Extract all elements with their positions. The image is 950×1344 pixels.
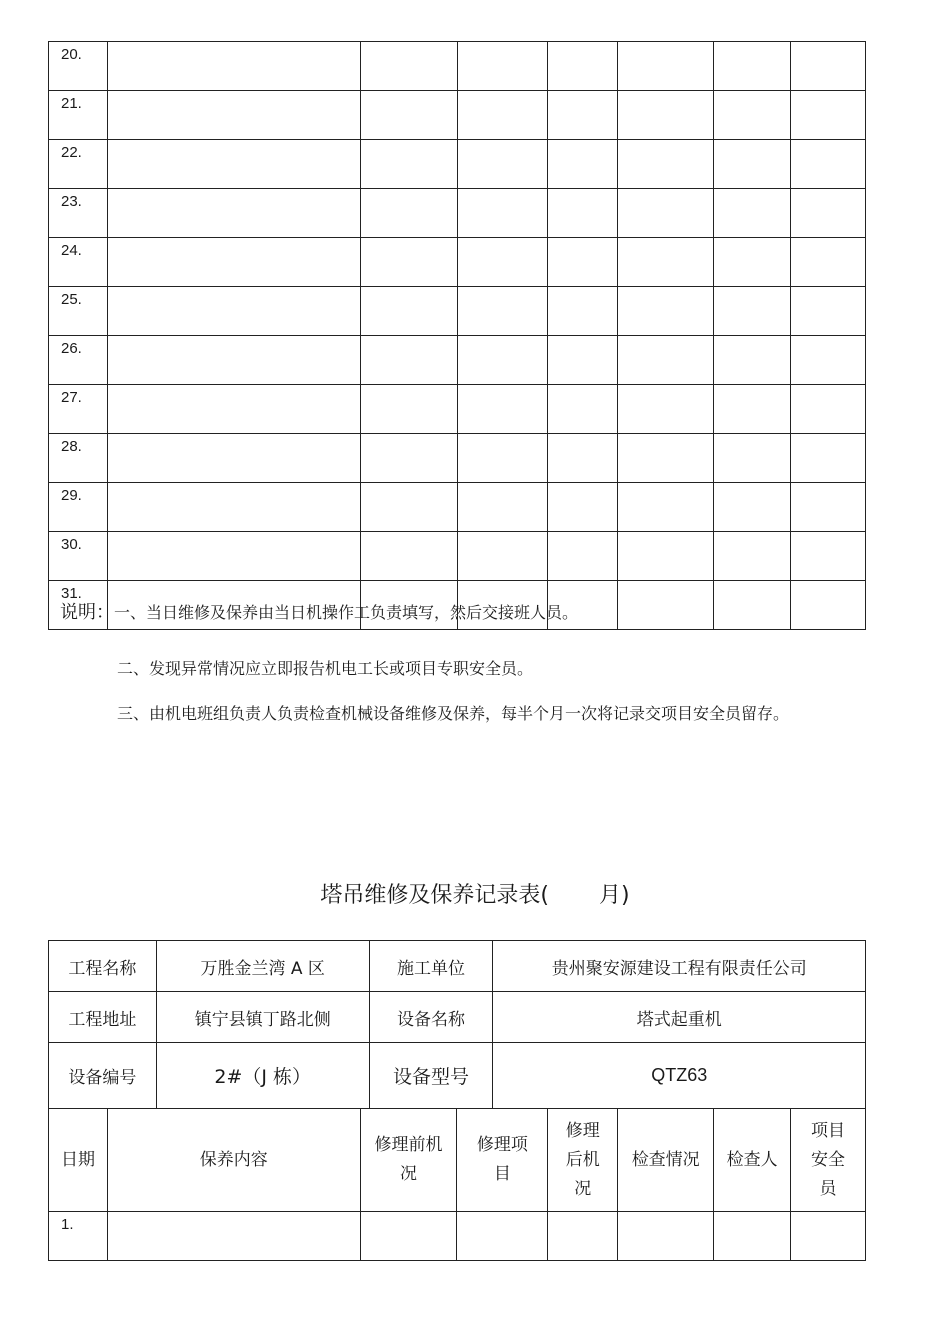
contractor-label: 施工单位 xyxy=(369,941,493,992)
row-entry-cell[interactable] xyxy=(791,287,866,336)
equipment-info-table xyxy=(48,940,866,1109)
table-row xyxy=(49,336,866,385)
row-entry-cell[interactable] xyxy=(714,483,791,532)
row-entry-cell[interactable] xyxy=(714,581,791,630)
row-entry-cell[interactable] xyxy=(107,42,360,91)
row-entry-cell[interactable] xyxy=(791,189,866,238)
row-entry-cell[interactable] xyxy=(360,336,457,385)
row-entry-cell[interactable] xyxy=(618,483,714,532)
equipment-name-value[interactable]: 塔式起重机 xyxy=(493,992,866,1043)
header-safety-officer xyxy=(791,1109,866,1212)
table-row xyxy=(49,532,866,581)
form-title-month: 月) xyxy=(599,883,630,908)
header-repair-item-l1: 修理项 xyxy=(476,1135,528,1155)
row-entry-cell[interactable] xyxy=(457,483,548,532)
row-entry-cell[interactable] xyxy=(457,532,548,581)
header-before-repair-l1: 修理前机 xyxy=(374,1135,443,1155)
row-entry-cell[interactable] xyxy=(107,434,360,483)
project-name-value[interactable]: 万胜金兰湾 A 区 xyxy=(156,941,369,992)
row-entry-cell[interactable] xyxy=(618,189,714,238)
row-entry-cell[interactable] xyxy=(107,140,360,189)
row-entry-cell[interactable] xyxy=(618,336,714,385)
row-entry-cell[interactable] xyxy=(791,434,866,483)
row-entry-cell[interactable] xyxy=(714,140,791,189)
project-address-label: 工程地址 xyxy=(49,992,157,1043)
row-entry-cell[interactable] xyxy=(791,1212,866,1261)
note-1-text: 一、当日维修及保养由当日机操作工负责填写，然后交接班人员。 xyxy=(114,603,579,622)
row-entry-cell[interactable] xyxy=(548,532,618,581)
header-date: 日期 xyxy=(49,1109,108,1212)
row-entry-cell[interactable] xyxy=(714,238,791,287)
row-entry-cell[interactable] xyxy=(457,189,548,238)
row-entry-cell[interactable] xyxy=(457,287,548,336)
equipment-no-value[interactable]: 2#（J 栋） xyxy=(156,1043,369,1109)
row-entry-cell[interactable] xyxy=(618,434,714,483)
header-before-repair xyxy=(360,1109,457,1212)
row-entry-cell[interactable] xyxy=(791,91,866,140)
table-row xyxy=(49,287,866,336)
row-entry-cell[interactable] xyxy=(548,189,618,238)
row-entry-cell[interactable] xyxy=(107,385,360,434)
row-date-cell: 22. xyxy=(49,140,108,189)
maintenance-log-table xyxy=(48,1109,866,1261)
row-entry-cell[interactable] xyxy=(107,287,360,336)
row-entry-cell[interactable] xyxy=(457,385,548,434)
table-row xyxy=(49,385,866,434)
equipment-no-label: 设备编号 xyxy=(49,1043,157,1109)
note-2: 二、发现异常情况应立即报告机电工长或项目专职安全员。 xyxy=(117,659,534,678)
row-entry-cell[interactable] xyxy=(457,1212,548,1261)
row-date-cell: 29. xyxy=(49,483,108,532)
contractor-value[interactable]: 贵州聚安源建设工程有限责任公司 xyxy=(493,941,866,992)
header-after-repair xyxy=(548,1109,618,1212)
maintenance-log-table-continued xyxy=(48,41,866,630)
row-date-cell: 27. xyxy=(49,385,108,434)
header-after-repair-l1: 修理 xyxy=(565,1120,600,1141)
row-entry-cell[interactable] xyxy=(714,532,791,581)
table-row xyxy=(49,42,866,91)
row-entry-cell[interactable] xyxy=(360,434,457,483)
row-entry-cell[interactable] xyxy=(548,287,618,336)
form-title xyxy=(0,878,950,909)
row-entry-cell[interactable] xyxy=(618,91,714,140)
table-row xyxy=(49,238,866,287)
row-date-cell: 26. xyxy=(49,336,108,385)
row-entry-cell[interactable] xyxy=(548,91,618,140)
row-entry-cell[interactable] xyxy=(791,42,866,91)
row-entry-cell[interactable] xyxy=(360,385,457,434)
header-inspector: 检查人 xyxy=(714,1109,791,1212)
row-entry-cell[interactable] xyxy=(618,385,714,434)
row-entry-cell[interactable] xyxy=(548,483,618,532)
row-entry-cell[interactable] xyxy=(618,581,714,630)
row-entry-cell[interactable] xyxy=(360,1212,457,1261)
row-entry-cell[interactable] xyxy=(548,42,618,91)
row-entry-cell[interactable] xyxy=(714,434,791,483)
row-date-cell: 1. xyxy=(49,1212,108,1261)
header-before-repair-l2: 况 xyxy=(400,1164,418,1184)
equipment-name-label: 设备名称 xyxy=(369,992,493,1043)
row-entry-cell[interactable] xyxy=(457,140,548,189)
row-entry-cell[interactable] xyxy=(714,385,791,434)
row-date-cell: 20. xyxy=(49,42,108,91)
row-entry-cell[interactable] xyxy=(714,287,791,336)
project-address-value[interactable]: 镇宁县镇丁路北侧 xyxy=(156,992,369,1043)
row-entry-cell[interactable] xyxy=(107,336,360,385)
header-inspection: 检查情况 xyxy=(618,1109,714,1212)
row-entry-cell[interactable] xyxy=(360,532,457,581)
note-1 xyxy=(60,598,578,624)
row-entry-cell[interactable] xyxy=(791,532,866,581)
row-date-cell: 30. xyxy=(49,532,108,581)
row-entry-cell[interactable] xyxy=(360,287,457,336)
row-entry-cell[interactable] xyxy=(107,1212,360,1261)
row-entry-cell[interactable] xyxy=(107,238,360,287)
note-3: 三、由机电班组负责人负责检查机械设备维修及保养，每半个月一次将记录交项目安全员留存。 xyxy=(117,704,790,723)
row-entry-cell[interactable] xyxy=(714,336,791,385)
header-after-repair-l3: 况 xyxy=(574,1178,592,1199)
row-date-cell: 28. xyxy=(49,434,108,483)
row-entry-cell[interactable] xyxy=(618,42,714,91)
equipment-model-label: 设备型号 xyxy=(369,1043,493,1109)
row-entry-cell[interactable] xyxy=(360,238,457,287)
form-title-main: 塔吊维修及保养记录表( xyxy=(320,883,549,908)
header-after-repair-l2: 后机 xyxy=(565,1149,600,1170)
row-entry-cell[interactable] xyxy=(791,140,866,189)
row-entry-cell[interactable] xyxy=(107,189,360,238)
row-entry-cell[interactable] xyxy=(457,91,548,140)
row-entry-cell[interactable] xyxy=(618,238,714,287)
row-entry-cell[interactable] xyxy=(791,483,866,532)
row-entry-cell[interactable] xyxy=(714,42,791,91)
row-entry-cell[interactable] xyxy=(714,1212,791,1261)
header-safety-officer-l2: 安全 xyxy=(811,1149,846,1170)
header-safety-officer-l3: 员 xyxy=(819,1178,837,1199)
row-entry-cell[interactable] xyxy=(457,238,548,287)
row-date-cell: 25. xyxy=(49,287,108,336)
row-entry-cell[interactable] xyxy=(618,532,714,581)
row-date-cell: 24. xyxy=(49,238,108,287)
table-row xyxy=(49,91,866,140)
row-entry-cell[interactable] xyxy=(548,1212,618,1261)
header-safety-officer-l1: 项目 xyxy=(811,1120,846,1141)
row-entry-cell[interactable] xyxy=(457,42,548,91)
row-entry-cell[interactable] xyxy=(791,238,866,287)
row-entry-cell[interactable] xyxy=(360,140,457,189)
row-entry-cell[interactable] xyxy=(618,1212,714,1261)
row-entry-cell[interactable] xyxy=(360,91,457,140)
row-entry-cell[interactable] xyxy=(457,336,548,385)
row-entry-cell[interactable] xyxy=(107,532,360,581)
row-date-cell: 23. xyxy=(49,189,108,238)
row-entry-cell[interactable] xyxy=(548,385,618,434)
row-date-cell: 21. xyxy=(49,91,108,140)
row-entry-cell[interactable] xyxy=(714,189,791,238)
table-row xyxy=(49,140,866,189)
row-entry-cell[interactable] xyxy=(548,336,618,385)
row-entry-cell[interactable] xyxy=(107,91,360,140)
header-repair-item xyxy=(457,1109,548,1212)
row-entry-cell[interactable] xyxy=(791,385,866,434)
row-entry-cell[interactable] xyxy=(618,140,714,189)
table-row xyxy=(49,483,866,532)
row-entry-cell[interactable] xyxy=(457,434,548,483)
row-entry-cell[interactable] xyxy=(360,42,457,91)
row-entry-cell[interactable] xyxy=(548,238,618,287)
project-name-label: 工程名称 xyxy=(49,941,157,992)
row-entry-cell[interactable] xyxy=(791,336,866,385)
row-entry-cell[interactable] xyxy=(360,189,457,238)
equipment-model-value[interactable]: QTZ63 xyxy=(493,1043,866,1109)
table-row xyxy=(49,1212,866,1261)
note-lead: 说明： xyxy=(60,602,114,623)
row-entry-cell[interactable] xyxy=(360,483,457,532)
table-row xyxy=(49,434,866,483)
row-entry-cell[interactable] xyxy=(618,287,714,336)
row-entry-cell[interactable] xyxy=(107,483,360,532)
row-entry-cell[interactable] xyxy=(548,140,618,189)
row-entry-cell[interactable] xyxy=(714,91,791,140)
row-date-cell: 31. xyxy=(49,581,108,630)
row-entry-cell[interactable] xyxy=(791,581,866,630)
header-repair-item-l2: 目 xyxy=(493,1164,511,1184)
row-entry-cell[interactable] xyxy=(548,434,618,483)
table-row xyxy=(49,189,866,238)
header-content: 保养内容 xyxy=(107,1109,360,1212)
